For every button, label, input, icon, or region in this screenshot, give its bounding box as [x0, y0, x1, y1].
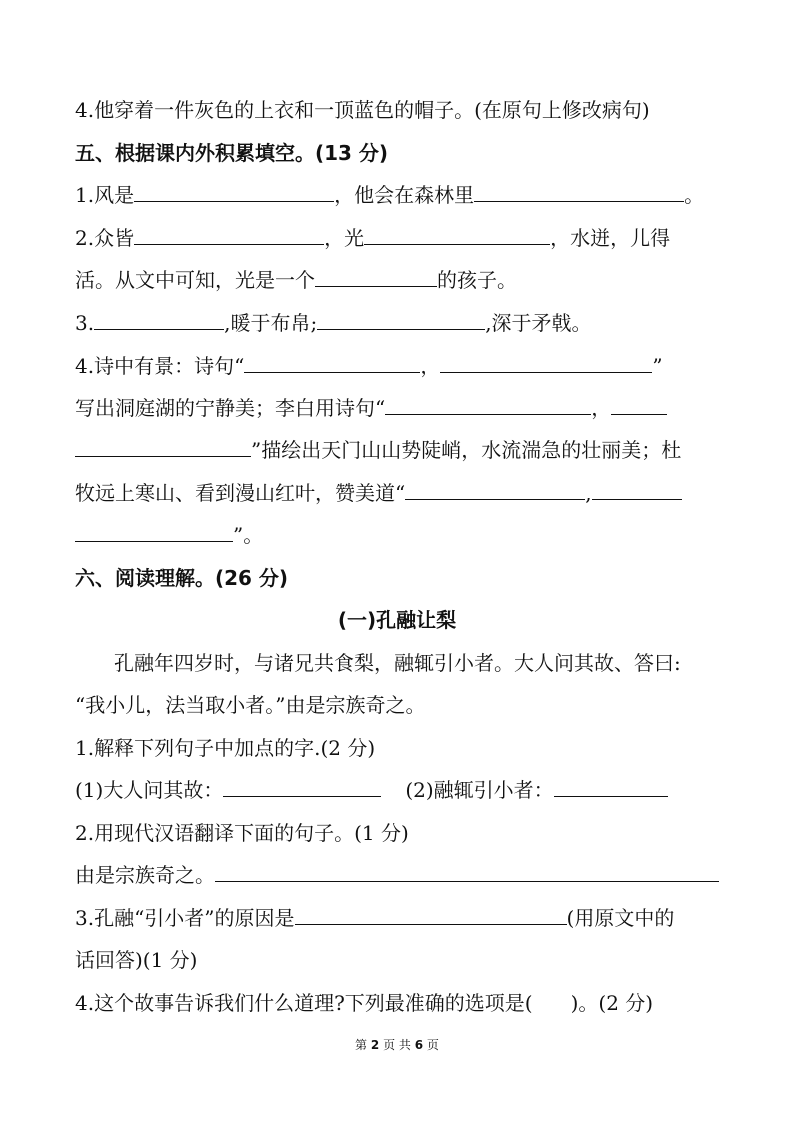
- blank[interactable]: [474, 181, 684, 202]
- blank[interactable]: [611, 394, 667, 415]
- fill-line-2: 2.众皆 ，光 ，水迸，儿得: [75, 226, 671, 250]
- blank[interactable]: [364, 224, 550, 245]
- blank[interactable]: [554, 776, 668, 797]
- question-1-items: (1)大人问其故： (2)融辄引小者：: [75, 776, 668, 804]
- blank[interactable]: [244, 352, 420, 373]
- fill-line-4: 3. ,暖于布帛; ,深于矛戟。: [75, 311, 592, 335]
- blank[interactable]: [405, 479, 585, 500]
- fill-line-3: 活。从文中可知，光是一个 的孩子。: [75, 268, 517, 292]
- section-5-heading: 五、根据课内外积累填空。(13 分): [75, 141, 389, 165]
- blank[interactable]: [295, 904, 567, 925]
- passage-line-2: “我小儿，法当取小者。”由是宗族奇之。: [75, 693, 426, 717]
- previous-question-4: 4.他穿着一件灰色的上衣和一顶蓝色的帽子。(在原句上修改病句): [75, 98, 650, 122]
- fill-line-7: ”描绘出天门山山势陡峭，水流湍急的壮丽美；杜: [75, 436, 681, 464]
- blank[interactable]: [315, 266, 437, 287]
- fill-line-5: 4.诗中有景：诗句“ ， ”: [75, 354, 663, 378]
- fill-line-8: 牧远上寒山、看到漫山红叶，赞美道“ ,: [75, 479, 682, 507]
- fill-line-6: 写出洞庭湖的宁静美；李白用诗句“ ，: [75, 394, 667, 422]
- question-2: 2.用现代汉语翻译下面的句子。(1 分): [75, 821, 409, 845]
- blank[interactable]: [592, 479, 682, 500]
- fill-line-9: ”。: [75, 521, 263, 549]
- section-6-heading: 六、阅读理解。(26 分): [75, 566, 289, 590]
- blank[interactable]: [440, 352, 652, 373]
- blank[interactable]: [215, 861, 719, 882]
- blank[interactable]: [75, 436, 251, 457]
- passage-title: (一)孔融让梨: [337, 608, 457, 632]
- question-3-cont: 话回答)(1 分): [75, 948, 198, 972]
- page-footer: 第 2 页 共 6 页: [355, 1038, 439, 1052]
- question-2-answer: 由是宗族奇之。: [75, 861, 719, 889]
- blank[interactable]: [94, 309, 224, 330]
- question-4: 4.这个故事告诉我们什么道理?下列最准确的选项是( )。(2 分): [75, 991, 654, 1015]
- blank[interactable]: [134, 224, 324, 245]
- fill-line-1: 1.风是 ，他会在森林里 。: [75, 183, 705, 207]
- blank[interactable]: [223, 776, 381, 797]
- blank[interactable]: [75, 521, 233, 542]
- question-1: 1.解释下列句子中加点的字.(2 分): [75, 736, 376, 760]
- blank[interactable]: [134, 181, 334, 202]
- blank[interactable]: [317, 309, 485, 330]
- question-3: 3.孔融“引小者”的原因是 (用原文中的: [75, 906, 675, 930]
- blank[interactable]: [385, 394, 591, 415]
- passage-line-1: 孔融年四岁时，与诸兄共食梨，融辄引小者。大人问其故、答曰:: [114, 651, 681, 675]
